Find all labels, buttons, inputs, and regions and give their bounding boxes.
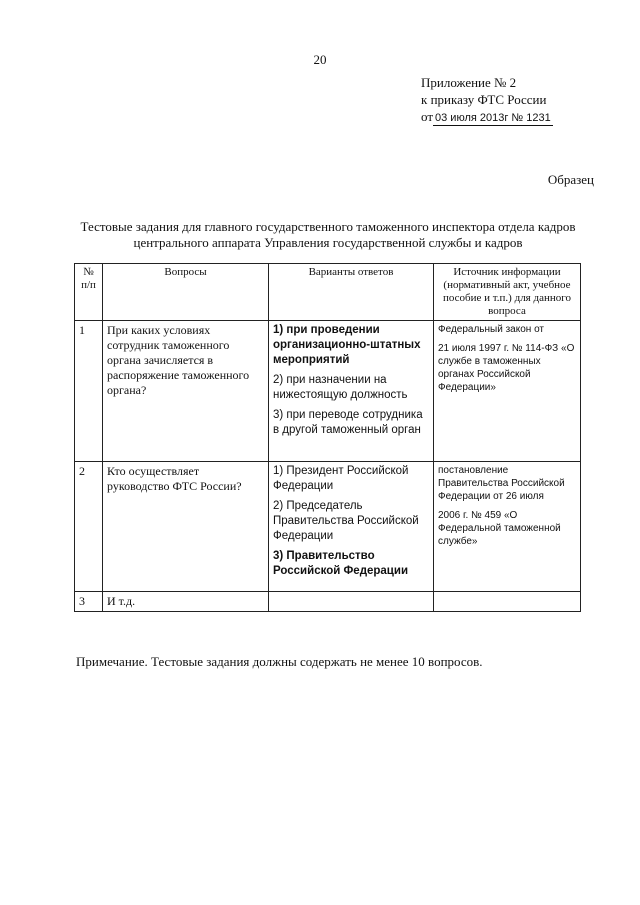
table-row bbox=[75, 462, 581, 592]
appendix-line-3 bbox=[421, 108, 553, 126]
row-source bbox=[434, 462, 581, 592]
source-line: Федеральный закон от bbox=[438, 324, 545, 335]
source-line: постановление Правительства Российской Федерации от 26 июля bbox=[438, 465, 565, 502]
row-source bbox=[434, 321, 581, 462]
answer-option: 3) Правительство Российской Федерации bbox=[273, 550, 409, 577]
order-date bbox=[433, 112, 553, 126]
order-number-prefix: № bbox=[508, 112, 527, 124]
order-number: 1231 bbox=[526, 112, 551, 124]
footnote: Примечание. Тестовые задания должны содержать не менее 10 вопросов. bbox=[76, 654, 483, 669]
header-num: № п/п bbox=[75, 264, 103, 321]
row-num: 2 bbox=[75, 462, 103, 592]
source-line: 2006 г. № 459 «О Федеральной таможенной службе» bbox=[438, 510, 561, 547]
header-question: Вопросы bbox=[103, 264, 269, 321]
row-question: Кто осуществляет руководство ФТС России? bbox=[103, 462, 269, 592]
row-source bbox=[434, 592, 581, 612]
source-line: 21 июля 1997 г. № 114-ФЗ «О службе в таможенных органах Российской Федерации» bbox=[438, 343, 575, 393]
sample-label: Образец bbox=[547, 172, 594, 187]
appendix-block bbox=[421, 74, 553, 126]
appendix-date-prefix: от bbox=[421, 109, 434, 124]
table-header-row bbox=[75, 264, 581, 321]
appendix-line-2: к приказу ФТС России bbox=[421, 92, 547, 107]
order-date-text: 03 июля 2013г bbox=[435, 112, 509, 124]
appendix-line-1: Приложение № 2 bbox=[421, 75, 517, 90]
row-num: 1 bbox=[75, 321, 103, 462]
page-number: 20 bbox=[313, 52, 327, 67]
row-answers bbox=[269, 462, 434, 592]
row-answers bbox=[269, 592, 434, 612]
answer-option: 2) при назначении на нижестоящую должность bbox=[273, 374, 408, 401]
table-row bbox=[75, 592, 581, 612]
document-title: Тестовые задания для главного государственного таможенного инспектора отдела кадров центрального аппарата Управления государственной службы и кадров bbox=[80, 219, 576, 250]
header-source: Источник информации (нормативный акт, учебное пособие и т.п.) для данного вопроса bbox=[434, 264, 581, 321]
answer-option: 1) при проведении организационно-штатных мероприятий bbox=[273, 324, 421, 366]
row-answers bbox=[269, 321, 434, 462]
header-answers: Варианты ответов bbox=[269, 264, 434, 321]
answer-option: 2) Председатель Правительства Российской Федерации bbox=[273, 500, 419, 542]
row-question: И т.д. bbox=[103, 592, 269, 612]
test-tasks-table bbox=[74, 263, 581, 612]
answer-option: 3) при переводе сотрудника в другой таможенный орган bbox=[273, 409, 423, 436]
row-num: 3 bbox=[75, 592, 103, 612]
row-question: При каких условиях сотрудник таможенного органа зачисляется в распоряжение таможенного органа? bbox=[103, 321, 269, 462]
answer-option: 1) Президент Российской Федерации bbox=[273, 465, 409, 492]
table-row bbox=[75, 321, 581, 462]
